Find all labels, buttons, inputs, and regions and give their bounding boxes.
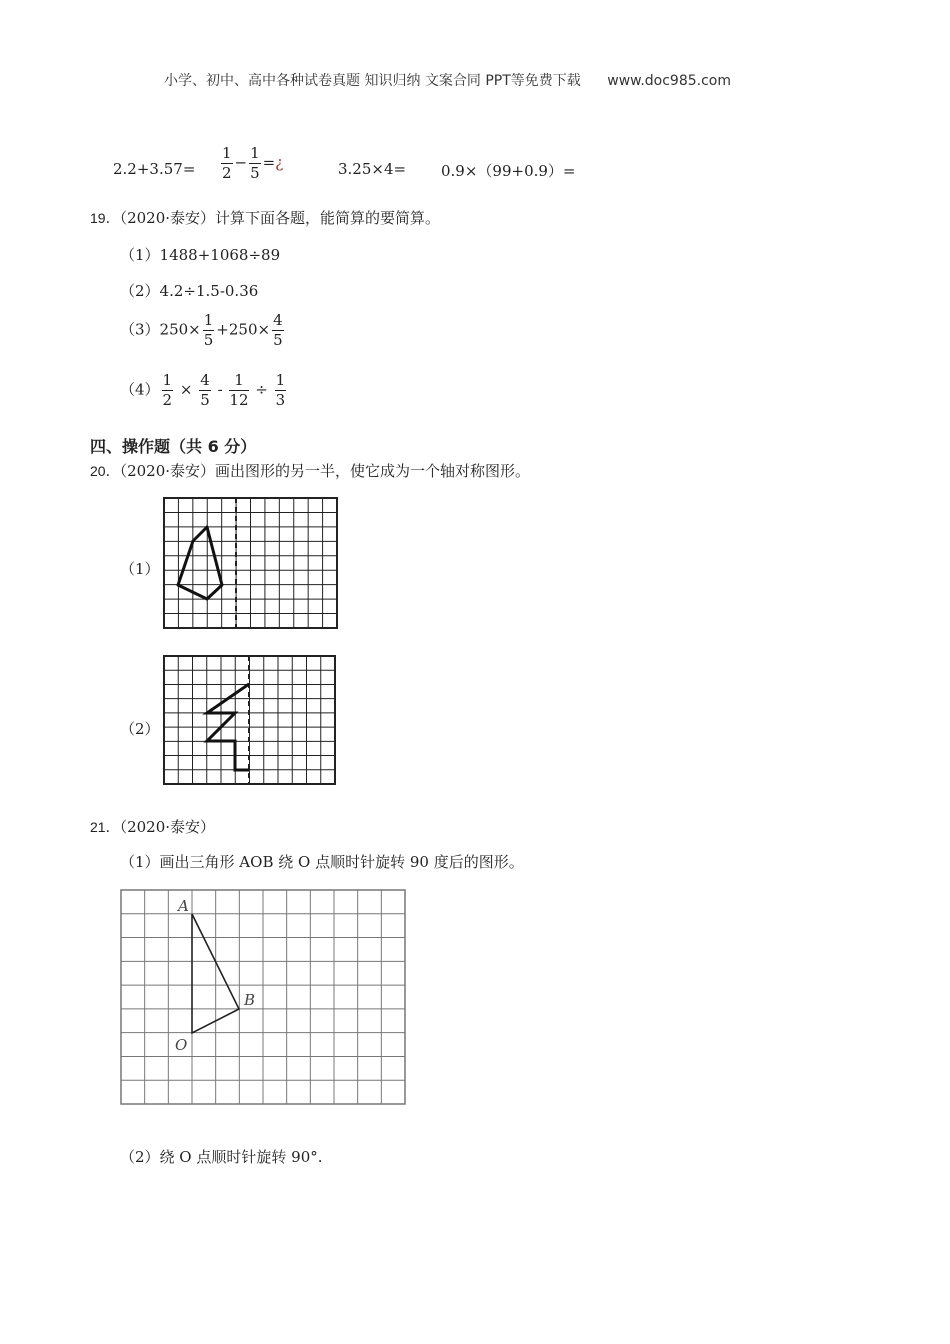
grid-lines bbox=[164, 498, 337, 628]
denominator: 5 bbox=[203, 331, 214, 349]
header-text: 小学、初中、高中各种试卷真题 知识归纳 文案合同 PPT等免费下载 bbox=[164, 73, 581, 89]
calc-expr-3: 3.25×4= bbox=[338, 160, 407, 178]
fraction bbox=[272, 313, 284, 348]
numerator: 1 bbox=[229, 373, 248, 391]
denominator: 5 bbox=[250, 164, 260, 182]
grid-figure-1 bbox=[164, 498, 338, 629]
operator: ÷ bbox=[255, 380, 268, 399]
q20-source: （2020·泰安） bbox=[119, 462, 216, 480]
numerator: 1 bbox=[275, 371, 286, 389]
item-expr: 4.2÷1.5-0.36 bbox=[159, 282, 259, 300]
numerator: 4 bbox=[273, 311, 283, 329]
item-expr: +250× bbox=[216, 320, 271, 339]
numerator: 1 bbox=[203, 311, 214, 329]
numerator: 1 bbox=[222, 144, 232, 162]
half-shape bbox=[178, 527, 222, 599]
q20-fig1-label: （1） bbox=[120, 560, 160, 578]
q19-source: （2020·泰安） bbox=[119, 209, 216, 227]
fraction bbox=[162, 373, 174, 408]
q19-item-3 bbox=[120, 313, 286, 348]
equals-sign: = bbox=[262, 153, 276, 172]
q19-text: 计算下面各题，能简算的要简算。 bbox=[215, 209, 441, 227]
garbled-char: ¿ bbox=[275, 153, 284, 172]
item-label: （2） bbox=[120, 282, 160, 300]
denominator: 2 bbox=[222, 164, 232, 182]
q20-number: 20． bbox=[90, 463, 120, 479]
numerator: 1 bbox=[250, 144, 260, 162]
fraction bbox=[221, 146, 233, 181]
grid-figure-3 bbox=[121, 890, 407, 1106]
fraction bbox=[275, 373, 287, 408]
page-header bbox=[164, 70, 731, 90]
denominator: 5 bbox=[273, 331, 283, 349]
item-expr: 1488+1068÷89 bbox=[159, 246, 281, 264]
point-label-a: A bbox=[178, 897, 189, 915]
calc-expr-1: 2.2+3.57= bbox=[113, 160, 196, 178]
q20-text: 画出图形的另一半，使它成为一个轴对称图形。 bbox=[215, 462, 531, 480]
q19-item-2 bbox=[120, 280, 258, 301]
q19-number: 19． bbox=[90, 210, 120, 226]
q21-sub1: （1）画出三角形 AOB 绕 O 点顺时针旋转 90 度后的图形。 bbox=[120, 853, 524, 871]
section-title: 四、操作题（共 6 分） bbox=[90, 437, 257, 456]
denominator: 12 bbox=[229, 391, 249, 409]
point-label-b: B bbox=[244, 991, 256, 1009]
q21-title bbox=[90, 816, 215, 837]
q21-number: 21． bbox=[90, 819, 120, 835]
calc-expr-4: 0.9×（99+0.9）= bbox=[441, 162, 576, 180]
point-label-o: O bbox=[175, 1036, 188, 1054]
denominator: 2 bbox=[162, 391, 173, 409]
fraction bbox=[249, 146, 261, 181]
q19-item-4 bbox=[120, 373, 288, 408]
q21-sub2: （2）绕 O 点顺时针旋转 90°. bbox=[120, 1148, 323, 1166]
denominator: 3 bbox=[275, 391, 286, 409]
grid-figure-2 bbox=[164, 656, 336, 785]
item-label: （3） bbox=[120, 320, 160, 339]
denominator: 5 bbox=[200, 391, 210, 409]
operator: × bbox=[179, 380, 193, 399]
header-site: www.doc985.com bbox=[607, 73, 731, 89]
q19-item-1 bbox=[120, 244, 280, 265]
calc-expr-2 bbox=[219, 146, 283, 181]
item-label: （4） bbox=[120, 380, 160, 399]
numerator: 1 bbox=[162, 371, 173, 389]
fraction bbox=[203, 313, 215, 348]
numerator: 4 bbox=[200, 371, 210, 389]
q19-title bbox=[90, 207, 440, 228]
q20-title bbox=[90, 460, 530, 481]
item-label: （1） bbox=[120, 246, 160, 264]
minus-sign: − bbox=[234, 153, 248, 172]
item-expr: 250× bbox=[159, 320, 201, 339]
operator: - bbox=[217, 380, 223, 399]
fraction bbox=[199, 373, 211, 408]
grid-lines bbox=[121, 890, 405, 1104]
q20-fig2-label: （2） bbox=[120, 720, 160, 738]
fraction bbox=[229, 373, 248, 408]
q21-source: （2020·泰安） bbox=[119, 818, 216, 836]
